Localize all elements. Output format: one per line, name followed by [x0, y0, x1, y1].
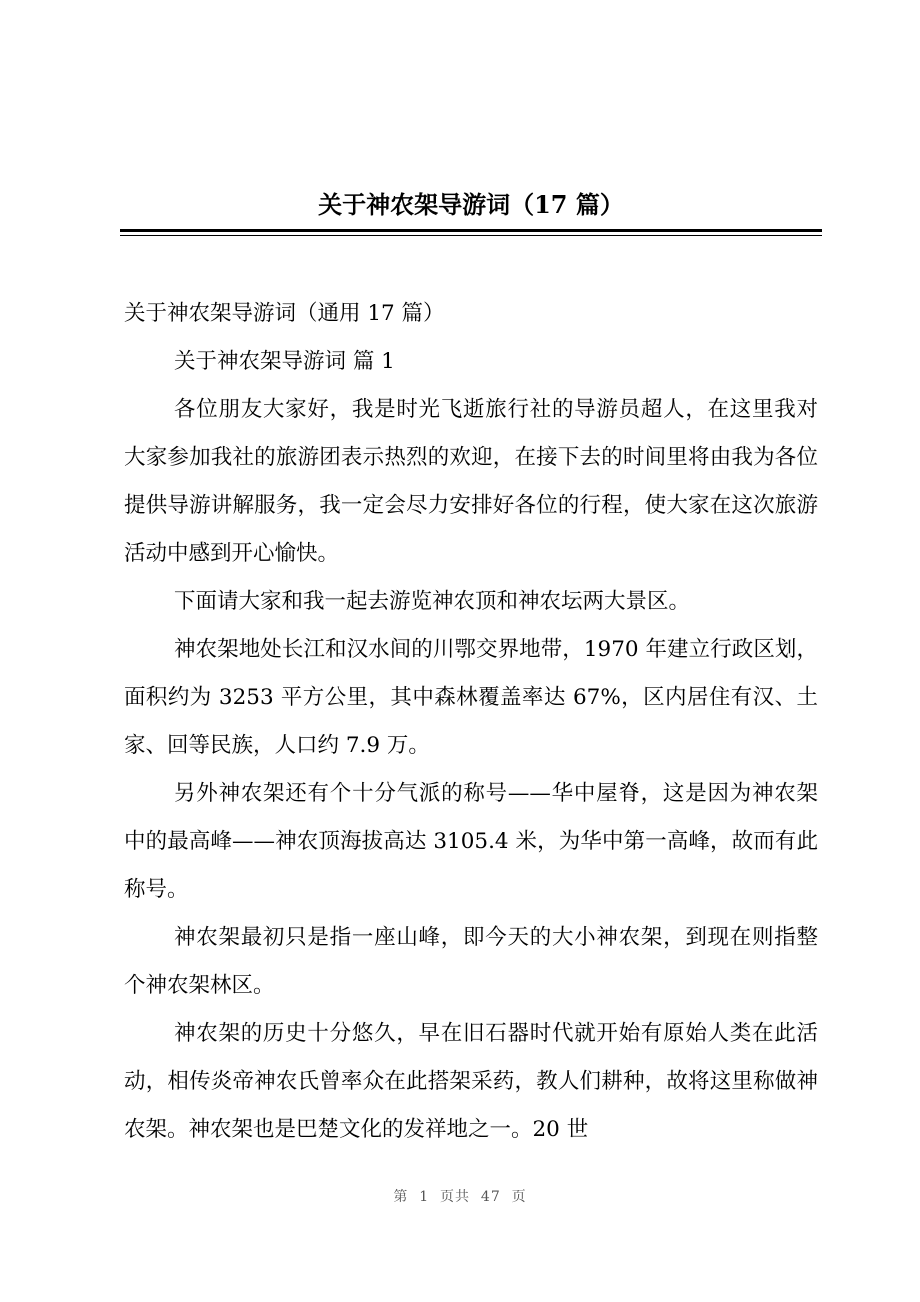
document-body	[124, 290, 818, 1154]
page-number-footer: 第 1 页共 47 页	[393, 1189, 527, 1205]
document-title: 关于神农架导游词（17 篇）	[318, 190, 624, 219]
paragraph: 神农架最初只是指一座山峰，即今天的大小神农架，到现在则指整个神农架林区。	[124, 925, 818, 998]
paragraph: 神农架的历史十分悠久，早在旧石器时代就开始有原始人类在此活动，相传炎帝神农氏曾率众在此搭架采药，教人们耕种，故将这里称做神农架。神农架也是巴楚文化的发祥地之一。20 世	[124, 1021, 818, 1142]
paragraph: 下面请大家和我一起去游览神农顶和神农坛两大景区。	[174, 589, 691, 614]
document-subtitle: 关于神农架导游词（通用 17 篇）	[124, 301, 445, 326]
title-rule-thick	[120, 229, 822, 232]
paragraph: 各位朋友大家好，我是时光飞逝旅行社的导游员超人，在这里我对大家参加我社的旅游团表示热烈的欢迎，在接下去的时间里将由我为各位提供导游讲解服务，我一定会尽力安排好各位的行程，使大家在这次旅游活动中感到开心愉快。	[124, 397, 818, 566]
paragraph: 另外神农架还有个十分气派的称号——华中屋脊，这是因为神农架中的最高峰——神农顶海拔高达 3105.4 米，为华中第一高峰，故而有此称号。	[124, 781, 818, 902]
paragraph: 神农架地处长江和汉水间的川鄂交界地带，1970 年建立行政区划，面积约为 3253 平方公里，其中森林覆盖率达 67%，区内居住有汉、土家、回等民族，人口约 7.9 万。	[124, 637, 818, 758]
title-rule-thin	[120, 235, 822, 236]
section-heading: 关于神农架导游词 篇 1	[174, 349, 395, 374]
